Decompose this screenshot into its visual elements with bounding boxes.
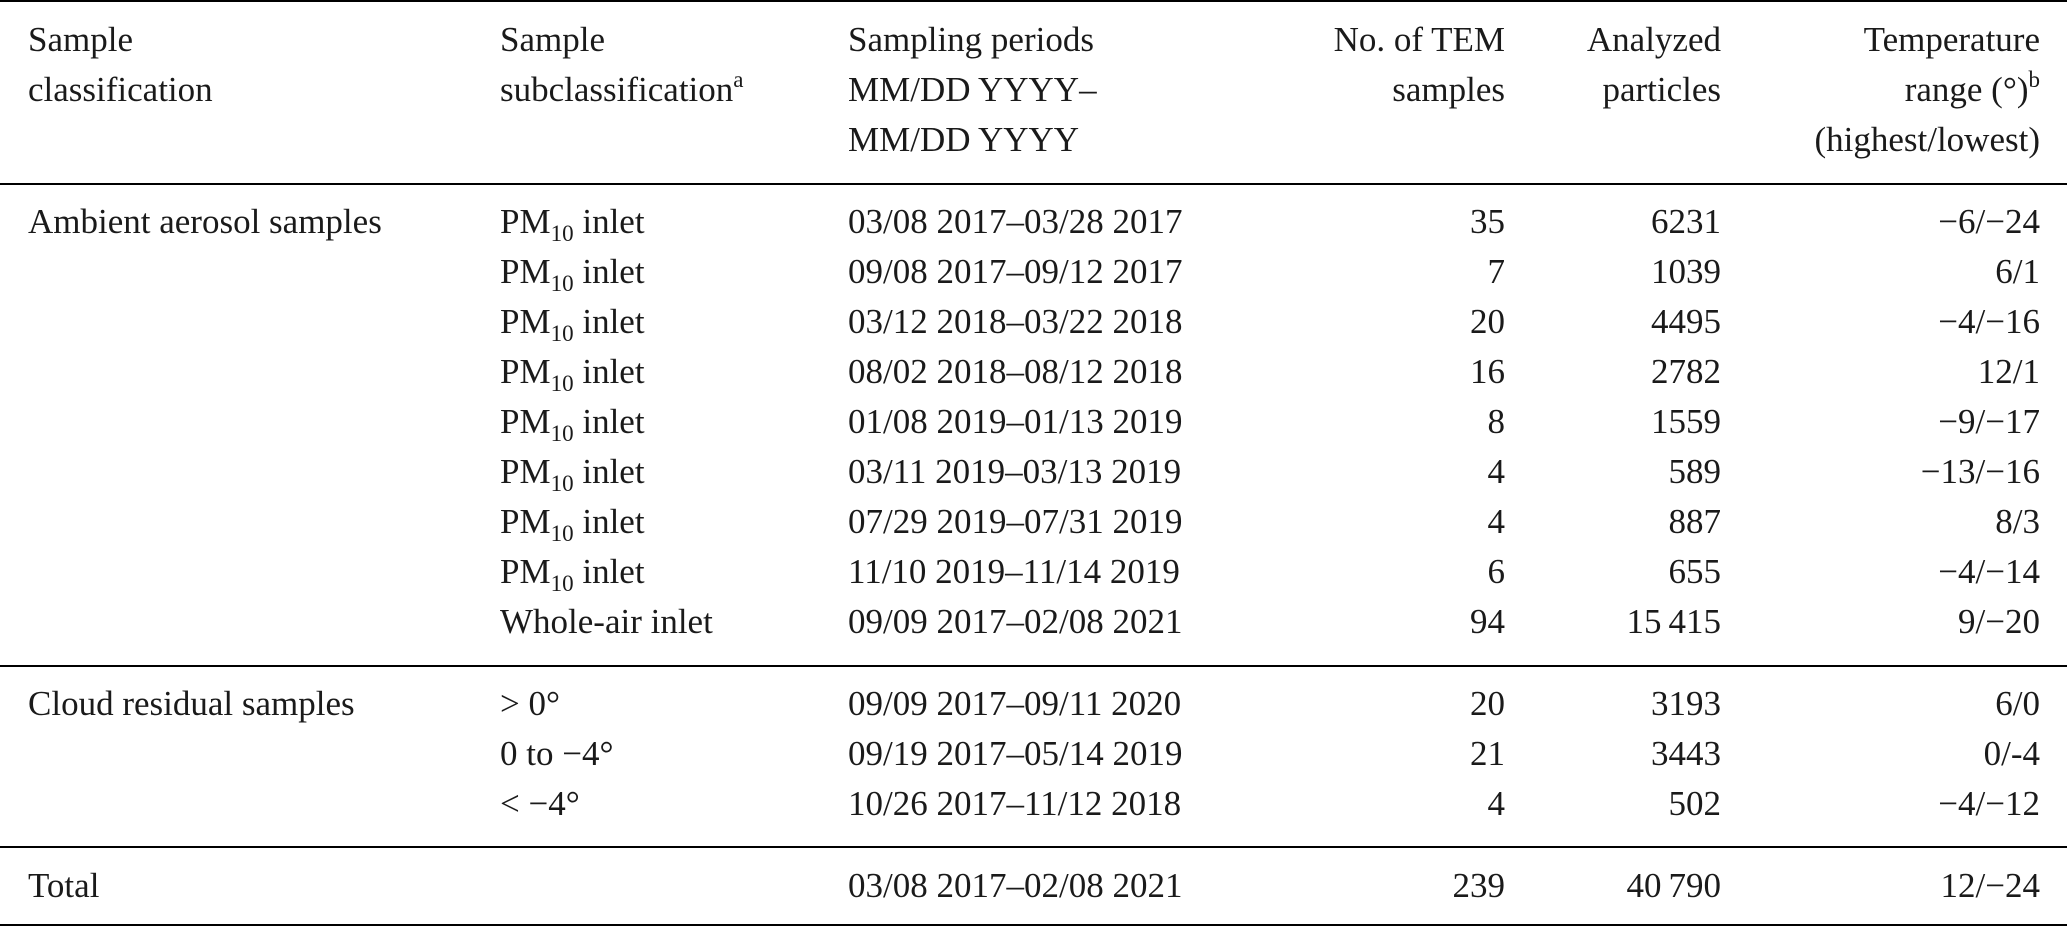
- subclass-subscript: 10: [550, 371, 574, 396]
- subclass-text: PM: [500, 552, 551, 591]
- sampling-period-cell: 09/19 2017–05/14 2019: [848, 734, 1183, 773]
- sampling-period-cell: 09/09 2017–02/08 2021: [848, 602, 1183, 641]
- table-row: [0, 397, 2067, 447]
- table-row: [0, 197, 2067, 247]
- table-row: [0, 247, 2067, 297]
- table-row: [0, 729, 2067, 779]
- subclassification-cell: [500, 497, 645, 547]
- temperature-range-cell: −6/−24: [1938, 202, 2040, 241]
- analyzed-particles-cell: 655: [1668, 552, 1721, 591]
- total-particles: 40 790: [1626, 866, 1721, 905]
- analyzed-particles-cell: 6231: [1651, 202, 1721, 241]
- total-row: [0, 861, 2067, 911]
- table-row: [0, 447, 2067, 497]
- subclassification-cell: [500, 779, 580, 829]
- header-sample-classification: Sample classification: [28, 20, 213, 109]
- subclass-subscript: 10: [550, 321, 574, 346]
- tem-samples-cell: 8: [1487, 402, 1505, 441]
- subclassification-cell: [500, 397, 645, 447]
- sampling-period-cell: 03/11 2019–03/13 2019: [848, 452, 1182, 491]
- subclass-suffix: inlet: [573, 402, 645, 441]
- sampling-period-cell: 11/10 2019–11/14 2019: [848, 552, 1180, 591]
- subclass-suffix: inlet: [573, 552, 645, 591]
- subclass-text: PM: [500, 202, 551, 241]
- subclass-subscript: 10: [550, 521, 574, 546]
- analyzed-particles-cell: 3443: [1651, 734, 1721, 773]
- temperature-range-cell: 8/3: [1995, 502, 2040, 541]
- subclass-suffix: inlet: [573, 502, 645, 541]
- subclass-subscript: 10: [550, 221, 574, 246]
- group-label: Cloud residual samples: [28, 684, 355, 723]
- subclassification-cell: [500, 447, 645, 497]
- analyzed-particles-cell: 2782: [1651, 352, 1721, 391]
- table-row: [0, 297, 2067, 347]
- analyzed-particles-cell: 1559: [1651, 402, 1721, 441]
- tem-samples-cell: 6: [1487, 552, 1505, 591]
- analyzed-particles-cell: 15 415: [1626, 602, 1721, 641]
- sampling-period-cell: 01/08 2019–01/13 2019: [848, 402, 1183, 441]
- header-rule: [0, 183, 2067, 185]
- subclass-subscript: 10: [550, 421, 574, 446]
- subclass-text: Whole-air inlet: [500, 602, 713, 641]
- header-sampling-periods: Sampling periods MM/DD YYYY– MM/DD YYYY: [848, 20, 1097, 159]
- temperature-range-cell: −9/−17: [1938, 402, 2040, 441]
- temperature-range-cell: 0/-4: [1983, 734, 2040, 773]
- group-label: Ambient aerosol samples: [28, 202, 382, 241]
- subclass-suffix: inlet: [573, 352, 645, 391]
- temperature-range-cell: 12/1: [1977, 352, 2040, 391]
- analyzed-particles-cell: 887: [1668, 502, 1721, 541]
- subclass-text: PM: [500, 402, 551, 441]
- subclass-text: > 0°: [500, 684, 560, 723]
- subclass-suffix: inlet: [573, 302, 645, 341]
- subclass-subscript: 10: [550, 271, 574, 296]
- subclassification-cell: [500, 729, 613, 779]
- header-sample-subclassification: Sample subclassification$^a$: [500, 20, 744, 109]
- subclass-text: 0 to −4°: [500, 734, 614, 773]
- temperature-range-cell: 6/0: [1995, 684, 2040, 723]
- sampling-period-cell: 03/08 2017–03/28 2017: [848, 202, 1183, 241]
- tem-samples-cell: 4: [1487, 502, 1505, 541]
- footnote-a-marker: a: [733, 67, 744, 92]
- subclassification-cell: [500, 679, 560, 729]
- group-divider-rule: [0, 665, 2067, 667]
- header-no-tem-samples: No. of TEM samples: [1333, 20, 1505, 109]
- temperature-range-cell: −4/−16: [1938, 302, 2040, 341]
- sampling-period-cell: 08/02 2018–08/12 2018: [848, 352, 1183, 391]
- tem-samples-cell: 20: [1470, 302, 1505, 341]
- subclassification-cell: [500, 297, 645, 347]
- tem-samples-cell: 4: [1487, 452, 1505, 491]
- subclass-subscript: 10: [550, 471, 574, 496]
- table-bottom-rule: [0, 924, 2067, 926]
- subclass-text: < −4°: [500, 784, 580, 823]
- header-temperature-range: Temperature range (°)$^b$ (highest/lowest): [1814, 20, 2040, 159]
- temperature-range-cell: −13/−16: [1920, 452, 2040, 491]
- subclassification-cell: [500, 347, 645, 397]
- temperature-range-cell: 9/−20: [1958, 602, 2040, 641]
- table-row: [0, 547, 2067, 597]
- analyzed-particles-cell: 589: [1668, 452, 1721, 491]
- temperature-range-cell: 6/1: [1995, 252, 2040, 291]
- total-period: 03/08 2017–02/08 2021: [848, 866, 1183, 905]
- tem-samples-cell: 20: [1470, 684, 1505, 723]
- table-row: [0, 679, 2067, 729]
- header-analyzed-particles: Analyzed particles: [1586, 20, 1721, 109]
- footnote-b-marker: b: [2028, 67, 2040, 92]
- tem-samples-cell: 94: [1470, 602, 1505, 641]
- subclassification-cell: [500, 247, 645, 297]
- tem-samples-cell: 21: [1470, 734, 1505, 773]
- sampling-period-cell: 07/29 2019–07/31 2019: [848, 502, 1183, 541]
- subclass-suffix: inlet: [573, 452, 645, 491]
- subclass-suffix: inlet: [573, 202, 645, 241]
- total-label: Total: [28, 866, 100, 905]
- temperature-range-cell: −4/−14: [1938, 552, 2040, 591]
- analyzed-particles-cell: 3193: [1651, 684, 1721, 723]
- sampling-period-cell: 10/26 2017–11/12 2018: [848, 784, 1182, 823]
- analyzed-particles-cell: 4495: [1651, 302, 1721, 341]
- analyzed-particles-cell: 502: [1668, 784, 1721, 823]
- subclass-text: PM: [500, 452, 551, 491]
- analyzed-particles-cell: 1039: [1651, 252, 1721, 291]
- subclass-suffix: inlet: [573, 252, 645, 291]
- tem-samples-cell: 4: [1487, 784, 1505, 823]
- subclass-text: PM: [500, 302, 551, 341]
- subclass-text: PM: [500, 252, 551, 291]
- tem-samples-cell: 35: [1470, 202, 1505, 241]
- table-top-rule: [0, 0, 2067, 2]
- table-row: [0, 779, 2067, 829]
- subclassification-cell: [500, 547, 645, 597]
- table-row: [0, 497, 2067, 547]
- table-row: [0, 347, 2067, 397]
- subclass-text: PM: [500, 352, 551, 391]
- sampling-period-cell: 03/12 2018–03/22 2018: [848, 302, 1183, 341]
- subclassification-cell: [500, 197, 645, 247]
- total-temperature: 12/−24: [1940, 866, 2040, 905]
- subclass-subscript: 10: [550, 571, 574, 596]
- sampling-period-cell: 09/09 2017–09/11 2020: [848, 684, 1182, 723]
- temperature-range-cell: −4/−12: [1938, 784, 2040, 823]
- table-row: [0, 597, 2067, 647]
- subclass-text: PM: [500, 502, 551, 541]
- tem-samples-cell: 16: [1470, 352, 1505, 391]
- subclassification-cell: [500, 597, 713, 647]
- total-tem-samples: 239: [1452, 866, 1505, 905]
- sampling-period-cell: 09/08 2017–09/12 2017: [848, 252, 1183, 291]
- total-divider-rule: [0, 846, 2067, 848]
- tem-samples-cell: 7: [1487, 252, 1505, 291]
